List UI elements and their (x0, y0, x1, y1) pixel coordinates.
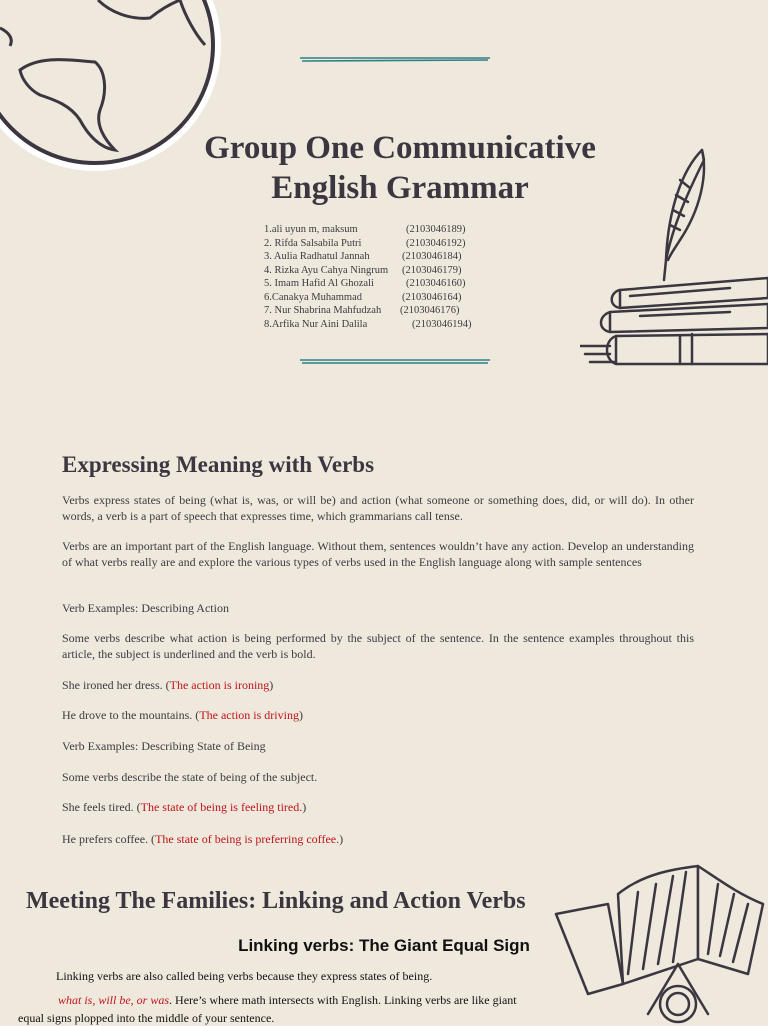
example-note: The state of being is feeling tired. (140, 800, 303, 814)
paragraph-verbs-importance: Verbs are an important part of the English language. Without them, sentences wouldn’t have any action. Develop an understanding of what verbs really are and explore the various types of verbs used in the English language along with sample sentences (62, 539, 694, 569)
member-list (264, 223, 472, 331)
example-prefers-coffee (62, 832, 694, 848)
member-id: (2103046160) (406, 278, 466, 289)
title-line-2: English Grammar (271, 170, 529, 206)
member-row (264, 264, 472, 278)
example-close: ) (298, 708, 303, 722)
middle-divider (300, 358, 490, 365)
subheading-describing-action: Verb Examples: Describing Action (62, 601, 229, 615)
example-close: ) (302, 800, 307, 814)
example-feels-tired (62, 800, 694, 816)
page-title (150, 128, 650, 208)
member-row (264, 237, 472, 251)
example-close: ) (339, 832, 344, 846)
title-line-1: Group One Communicative (204, 130, 596, 166)
example-text: He drove to the mountains. ( (62, 708, 200, 722)
linking-verbs-highlight: what is, will be, or was (58, 993, 170, 1007)
example-text: She ironed her dress. ( (62, 678, 170, 692)
linking-verbs-line-3: equal signs plopped into the middle of your sentence. (18, 1011, 275, 1025)
section-heading-families: Meeting The Families: Linking and Action Verbs (26, 888, 526, 914)
member-row (264, 223, 472, 237)
example-note: The state of being is preferring coffee. (155, 832, 340, 846)
linking-verbs-line-1: Linking verbs are also called being verbs because they express states of being. (56, 969, 433, 983)
subheading-linking-verbs: Linking verbs: The Giant Equal Sign (238, 936, 530, 955)
example-note: The action is ironing (169, 678, 270, 692)
member-id: (2103046179) (402, 264, 462, 276)
member-row (264, 277, 472, 291)
member-id: (2103046184) (402, 251, 462, 262)
example-text: He prefers coffee. ( (62, 832, 156, 846)
member-name: 7. Nur Shabrina Mahfudzah (264, 305, 382, 316)
member-name: 2. Rifda Salsabila Putri (264, 237, 362, 249)
subheading-state-of-being: Verb Examples: Describing State of Being (62, 739, 266, 753)
member-id: (2103046164) (402, 291, 462, 303)
member-name: 5. Imam Hafid Al Ghozali (264, 278, 374, 289)
member-row (264, 250, 472, 264)
example-ironing (62, 678, 694, 694)
paragraph-state-verbs: Some verbs describe the state of being of the subject. (62, 770, 318, 784)
example-text: She feels tired. ( (62, 800, 141, 814)
member-name: 3. Aulia Radhatul Jannah (264, 251, 370, 262)
quill-and-books-illustration (580, 140, 768, 372)
member-name: 4. Rizka Ayu Cahya Ningrum (264, 264, 389, 276)
member-row (264, 304, 472, 318)
section-heading-verbs: Expressing Meaning with Verbs (62, 452, 375, 477)
top-divider (300, 56, 490, 63)
member-id: (2103046192) (406, 237, 466, 249)
linking-verbs-line-2-rest: . Here’s where math intersects with English. Linking verbs are like giant (169, 993, 517, 1007)
member-id: (2103046194) (412, 318, 472, 330)
member-row (264, 291, 472, 305)
member-id: (2103046176) (400, 305, 460, 316)
member-name: 1.ali uyun m, maksum (264, 224, 358, 235)
member-name: 8.Arfika Nur Aini Dalila (264, 318, 368, 330)
paragraph-action-verbs: Some verbs describe what action is being performed by the subject of the sentence. In the sentence examples throughout this article, the subject is underlined and the verb is bold. (62, 631, 694, 661)
example-driving (62, 708, 694, 724)
member-id: (2103046189) (406, 224, 466, 235)
example-close: ) (269, 678, 274, 692)
paragraph-verbs-definition: Verbs express states of being (what is, was, or will be) and action (what someone or something does, did, or will do). In other words, a verb is a part of speech that expresses time, which grammarians call tense. (62, 493, 694, 523)
example-note: The action is driving (199, 708, 299, 722)
member-name: 6.Canakya Muhammad (264, 291, 362, 303)
member-row (264, 318, 472, 332)
linking-verbs-line-2 (58, 992, 517, 1008)
